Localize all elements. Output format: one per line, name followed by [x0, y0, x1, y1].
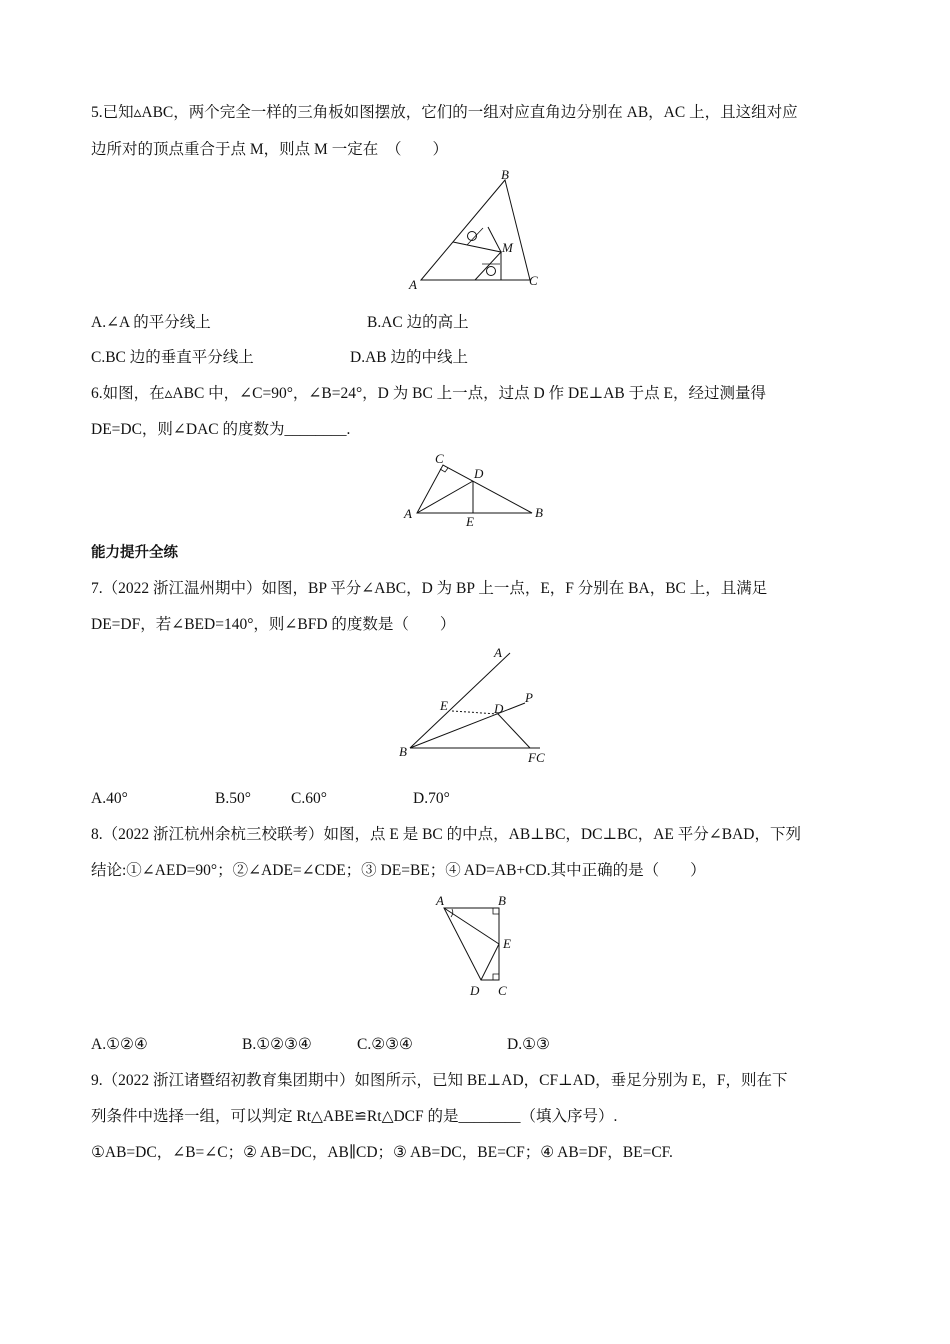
q5-set-square-hole-2: [487, 267, 496, 276]
q8-option-a: A.①②④: [91, 1036, 148, 1053]
q5-option-d: D.AB 边的中线上: [350, 349, 468, 366]
q9-stem-line2: 列条件中选择一组，可以判定 Rt△ABE≌Rt△DCF 的是________（填入序号）.: [91, 1108, 618, 1125]
q8-right-angle-b: [493, 908, 499, 914]
q5-label-m: M: [502, 240, 513, 255]
q8-option-c: C.②③④: [357, 1036, 413, 1053]
q8-segment-de: [481, 944, 499, 980]
q7-label-d: D: [494, 701, 504, 716]
q5-label-c: C: [529, 273, 538, 288]
q8-label-c: C: [498, 983, 507, 998]
q6-label-d: D: [474, 466, 484, 481]
q8-label-b: B: [498, 893, 506, 908]
q8-segment-ae: [444, 908, 499, 944]
q5-option-c: C.BC 边的垂直平分线上: [91, 349, 254, 366]
q5-diagram: [405, 165, 550, 295]
q7-label-fc: FC: [528, 750, 545, 765]
q7-label-e: E: [440, 698, 448, 713]
q5-stem-line1: 5.已知▵ABC，两个完全一样的三角板如图摆放，它们的一组对应直角边分别在 AB，AC 上，且这组对应: [91, 104, 798, 121]
q5-stem-line2: 边所对的顶点重合于点 M，则点 M 一定在 （ ）: [91, 141, 448, 158]
q9-stem-line1: 9.（2022 浙江诸暨绍初教育集团期中）如图所示，已知 BE⊥AD，CF⊥AD，垂足分别为 E，F，则在下: [91, 1072, 788, 1089]
q7-label-a: A: [494, 645, 502, 660]
q8-option-b: B.①②③④: [242, 1036, 312, 1053]
q5-set-square-on-ab: [453, 227, 501, 252]
q7-stem-line2: DE=DF，若∠BED=140°，则∠BFD 的度数是（ ）: [91, 616, 456, 633]
q7-option-c: C.60°: [291, 790, 327, 807]
q8-label-a: A: [436, 893, 444, 908]
q6-stem-line2: DE=DC，则∠DAC 的度数为________.: [91, 421, 351, 438]
q6-label-a: A: [404, 506, 412, 521]
section-heading: 能力提升全练: [91, 545, 178, 561]
q5-label-b: B: [501, 167, 509, 182]
q8-right-angle-c: [493, 974, 499, 980]
q5-figure: [405, 165, 550, 295]
q6-label-c: C: [435, 451, 444, 466]
q7-option-a: A.40°: [91, 790, 128, 807]
q7-ray-bp: [410, 703, 525, 748]
q7-segment-df: [498, 714, 530, 748]
q7-label-b: B: [399, 744, 407, 759]
q6-label-e: E: [466, 514, 474, 529]
q5-set-square-on-ac: [475, 252, 501, 280]
q7-option-d: D.70°: [413, 790, 450, 807]
q7-diagram: [395, 645, 555, 770]
q6-label-b: B: [535, 505, 543, 520]
q7-label-p: P: [525, 690, 533, 705]
q5-option-b: B.AC 边的高上: [367, 314, 469, 331]
q9-conditions: ①AB=DC，∠B=∠C；② AB=DC，AB∥CD；③ AB=DC，BE=CF；④ AB=DF，BE=CF.: [91, 1144, 673, 1161]
q8-diagram: [430, 888, 525, 1003]
q8-label-d: D: [470, 983, 480, 998]
q6-diagram: [400, 450, 550, 530]
q8-label-e: E: [503, 936, 511, 951]
q7-segment-ed: [452, 711, 498, 714]
q8-stem-line2: 结论:①∠AED=90°；②∠ADE=∠CDE；③ DE=BE；④ AD=AB+CD.其中正确的是（ ）: [91, 862, 706, 879]
q8-option-d: D.①③: [507, 1036, 550, 1053]
q7-option-b: B.50°: [215, 790, 251, 807]
q5-label-a: A: [409, 277, 417, 292]
q5-inner-line-1: [467, 228, 483, 245]
q7-figure: [395, 645, 555, 770]
q6-figure: [400, 450, 550, 530]
q5-option-a: A.∠A 的平分线上: [91, 314, 211, 331]
q5-triangle-abc: [421, 180, 530, 280]
q6-stem-line1: 6.如图，在▵ABC 中，∠C=90°，∠B=24°，D 为 BC 上一点，过点 D 作 DE⊥AB 于点 E，经过测量得: [91, 385, 766, 402]
q8-quadrilateral-abcd: [444, 908, 499, 980]
q8-stem-line1: 8.（2022 浙江杭州余杭三校联考）如图，点 E 是 BC 的中点，AB⊥BC，DC⊥BC，AE 平分∠BAD，下列: [91, 826, 801, 843]
q8-figure: [430, 888, 525, 1003]
q7-stem-line1: 7.（2022 浙江温州期中）如图，BP 平分∠ABC，D 为 BP 上一点，E，F 分别在 BA，BC 上，且满足: [91, 580, 768, 597]
